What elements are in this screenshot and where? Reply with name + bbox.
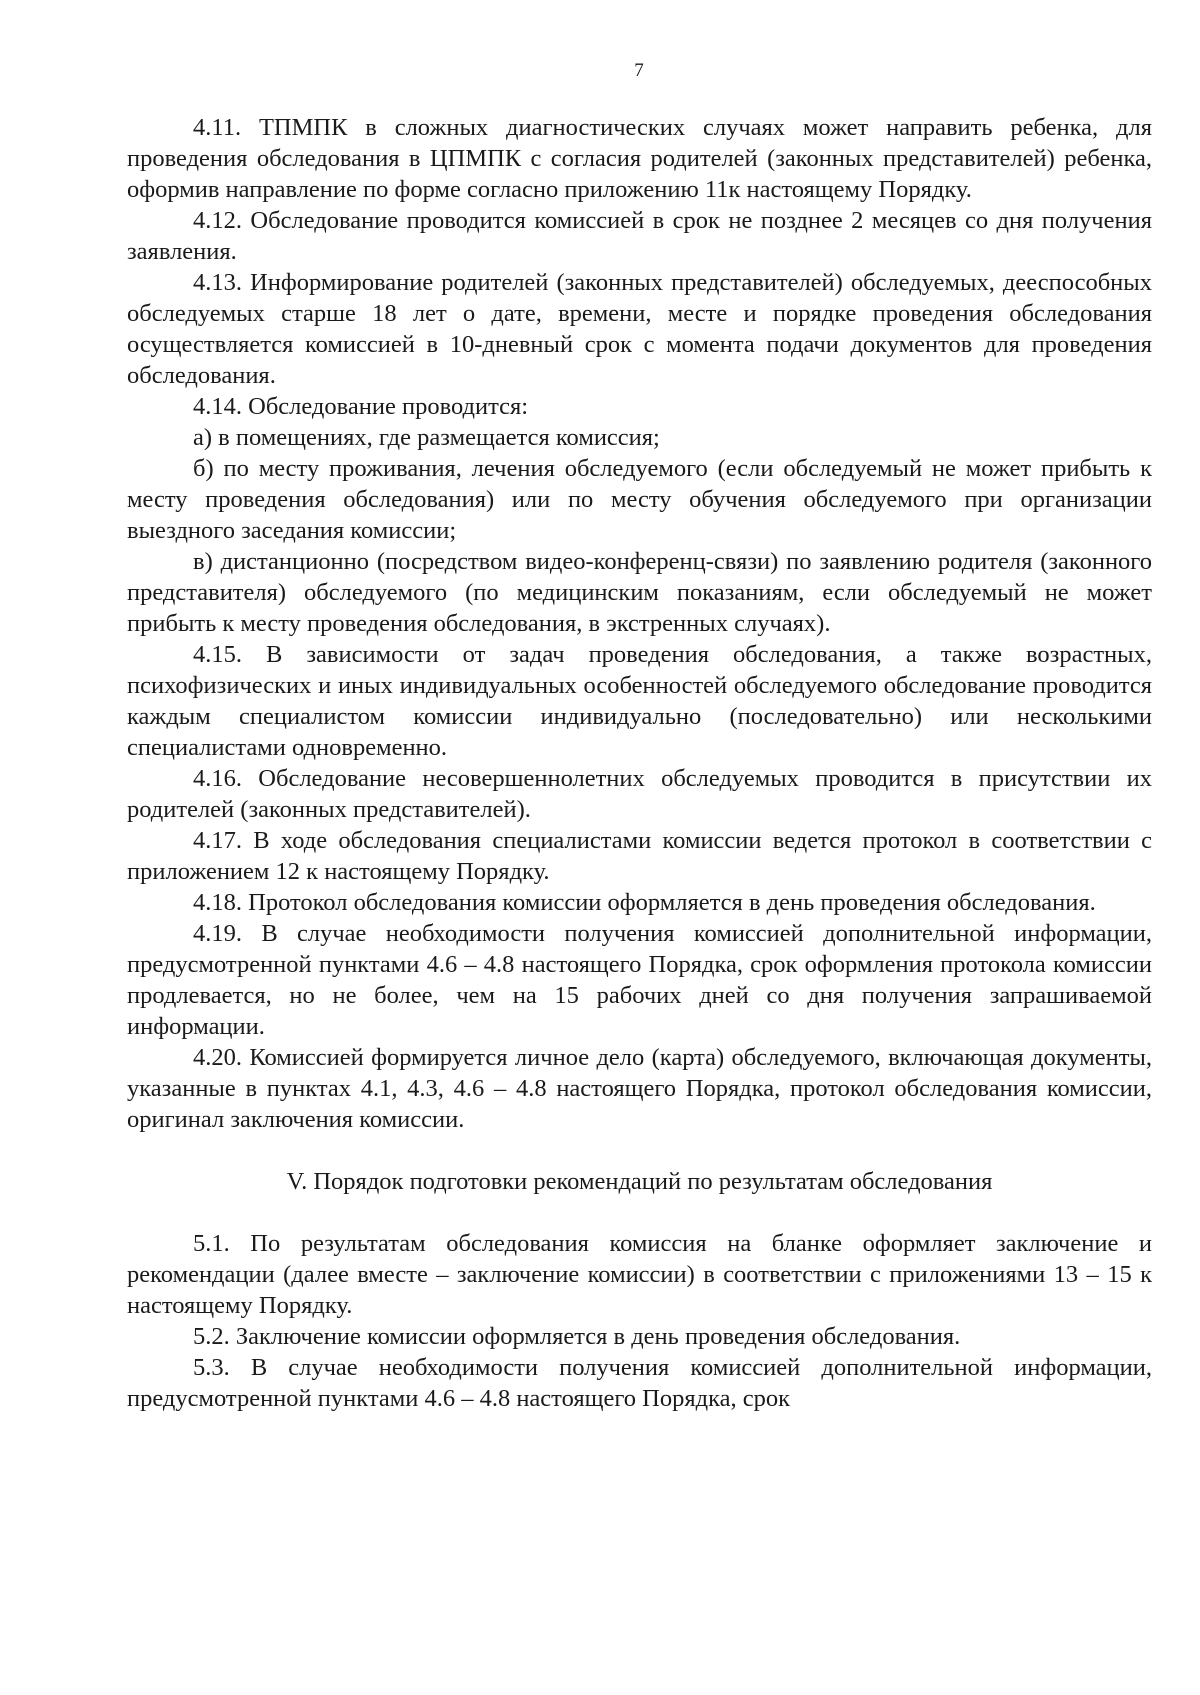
section-heading: V. Порядок подготовки рекомендаций по результатам обследования (286, 1168, 993, 1195)
paragraph-5-1: 5.1. По результатам обследования комиссия на бланке оформляет заключение и рекомендации (далее вместе – заключение комиссии) в соответствии с приложениями 13 – 15 к настоящему Порядку. (127, 1230, 1152, 1319)
page-number: 7 (634, 60, 644, 81)
paragraph-4-11: 4.11. ТПМПК в сложных диагностических случаях может направить ребенка, для проведения обследования в ЦПМПК с согласия родителей (законных представителей) ребенка, оформив направление по форме согласно приложению 11к настоящему Порядку. (127, 114, 1152, 203)
paragraph-5-3: 5.3. В случае необходимости получения комиссией дополнительной информации, предусмотренной пунктами 4.6 – 4.8 настоящего Порядка, срок (127, 1354, 1152, 1412)
paragraph-4-14-b: б) по месту проживания, лечения обследуемого (если обследуемый не может прибыть к месту проведения обследования) или по месту обучения обследуемого при организации выездного заседания комиссии; (127, 455, 1152, 544)
paragraph-4-12: 4.12. Обследование проводится комиссией в срок не позднее 2 месяцев со дня получения заявления. (127, 207, 1152, 265)
document-body (127, 112, 1152, 1414)
paragraph-4-19: 4.19. В случае необходимости получения комиссией дополнительной информации, предусмотренной пунктами 4.6 – 4.8 настоящего Порядка, срок оформления протокола комиссии продлевается, но не более, чем на 15 рабочих дней со дня получения запрашиваемой информации. (127, 920, 1152, 1040)
paragraph-4-13: 4.13. Информирование родителей (законных представителей) обследуемых, дееспособных обследуемых старше 18 лет о дате, времени, месте и порядке проведения обследования осуществляется комиссией в 10-дневный срок с момента подачи документов для проведения обследования. (127, 269, 1152, 389)
paragraph-4-16: 4.16. Обследование несовершеннолетних обследуемых проводится в присутствии их родителей (законных представителей). (127, 765, 1152, 823)
paragraph-4-20: 4.20. Комиссией формируется личное дело (карта) обследуемого, включающая документы, указанные в пунктах 4.1, 4.3, 4.6 – 4.8 настоящего Порядка, протокол обследования комиссии, оригинал заключения комиссии. (127, 1044, 1152, 1133)
paragraph-4-15: 4.15. В зависимости от задач проведения обследования, а также возрастных, психофизических и иных индивидуальных особенностей обследуемого обследование проводится каждым специалистом комиссии индивидуально (последовательно) или несколькими специалистами одновременно. (127, 641, 1152, 761)
paragraph-4-18: 4.18. Протокол обследования комиссии оформляется в день проведения обследования. (193, 889, 1096, 916)
paragraph-4-14-a: а) в помещениях, где размещается комиссия; (193, 424, 660, 451)
paragraph-5-2: 5.2. Заключение комиссии оформляется в день проведения обследования. (193, 1323, 961, 1350)
paragraph-4-14-v: в) дистанционно (посредством видео-конференц-связи) по заявлению родителя (законного представителя) обследуемого (по медицинским показаниям, если обследуемый не может прибыть к месту проведения обследования, в экстренных случаях). (127, 548, 1152, 637)
paragraph-4-14: 4.14. Обследование проводится: (193, 393, 529, 420)
paragraph-4-17: 4.17. В ходе обследования специалистами комиссии ведется протокол в соответствии с приложением 12 к настоящему Порядку. (127, 827, 1152, 885)
